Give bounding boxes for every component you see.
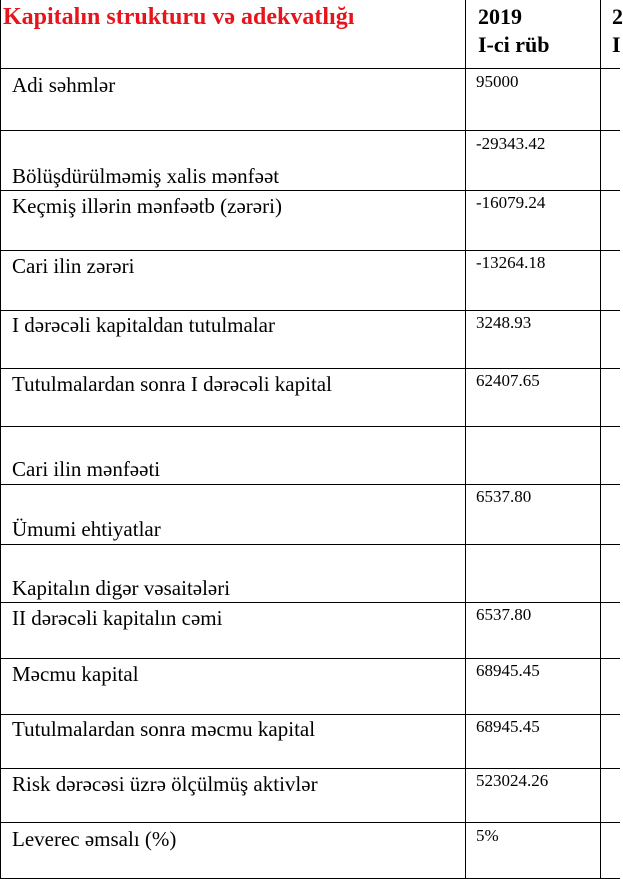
row-label: Məcmu kapital (12, 662, 139, 686)
row-value: -13264.18 (476, 253, 546, 272)
table-title: Kapitalın strukturu və adekvatlığı (3, 4, 355, 30)
row-divider (0, 426, 620, 427)
table-border-left (0, 0, 1, 879)
row-value: 3248.93 (476, 313, 532, 332)
row-label: Keçmiş illərin mənfəətb (zərəri) (12, 194, 282, 218)
row-value: 68945.45 (476, 661, 540, 680)
row-value: 6537.80 (476, 487, 532, 506)
row-divider (0, 822, 620, 823)
row-value: 6537.80 (476, 605, 532, 624)
row-divider (0, 484, 620, 485)
column-header-next-line1: 2 (612, 4, 623, 29)
row-value: 62407.65 (476, 371, 540, 390)
row-label: II dərəcəli kapitalın cəmi (12, 606, 223, 630)
row-divider (0, 250, 620, 251)
column-header-year: 2019 (478, 4, 522, 29)
row-label: Risk dərəcəsi üzrə ölçülmüş aktivlər (12, 772, 318, 796)
row-value: 68945.45 (476, 717, 540, 736)
row-value: 95000 (476, 72, 519, 91)
row-divider (0, 544, 620, 545)
row-value: 5% (476, 826, 499, 845)
row-label: Leverec əmsalı (%) (12, 827, 177, 851)
column-header-next-line2: I (612, 32, 621, 57)
row-label: Tutulmalardan sonra məcmu kapital (12, 717, 316, 741)
row-label: Kapitalın digər vəsaitələri (12, 576, 231, 600)
column-header-quarter: I-ci rüb (478, 32, 550, 57)
column-header-next (612, 3, 623, 59)
row-divider (0, 310, 620, 311)
row-label: Cari ilin mənfəəti (12, 457, 161, 481)
row-label: Ümumi ehtiyatlar (12, 517, 161, 541)
row-divider (0, 190, 620, 191)
row-value: 523024.26 (476, 771, 549, 790)
row-value: -29343.42 (476, 134, 546, 153)
row-label: Tutulmalardan sonra I dərəcəli kapital (12, 372, 332, 396)
column-divider-1 (465, 0, 466, 879)
row-divider (0, 368, 620, 369)
row-label: Adi səhmlər (12, 73, 116, 97)
column-header-2019 (478, 3, 550, 59)
column-divider-2 (600, 0, 601, 879)
row-divider (0, 714, 620, 715)
row-label: Cari ilin zərəri (12, 254, 135, 278)
row-divider (0, 68, 620, 69)
row-label: I dərəcəli kapitaldan tutulmalar (12, 313, 275, 337)
row-divider (0, 130, 620, 131)
row-divider (0, 602, 620, 603)
row-label: Bölüşdürülməmiş xalis mənfəət (12, 164, 280, 188)
row-divider (0, 768, 620, 769)
row-value: -16079.24 (476, 193, 546, 212)
row-divider (0, 658, 620, 659)
